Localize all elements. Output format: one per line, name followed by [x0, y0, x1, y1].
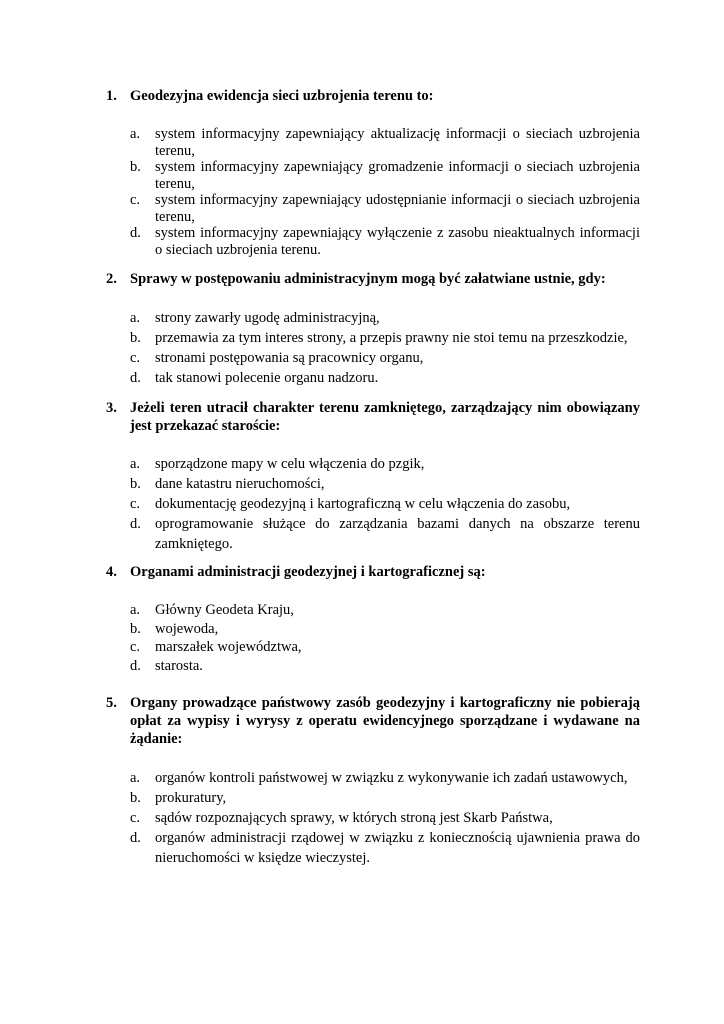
- answer-letter: c.: [130, 639, 141, 655]
- answer-c: [130, 192, 640, 225]
- answer-letter: a.: [130, 310, 141, 326]
- question-number: 5.: [106, 695, 117, 711]
- answer-letter: c.: [130, 350, 141, 366]
- answer-letter: d.: [130, 370, 141, 386]
- answer-b: [130, 159, 640, 192]
- answer-letter: c.: [130, 810, 141, 826]
- question-text: Geodezyjna ewidencja sieci uzbrojenia terenu to:: [130, 88, 434, 104]
- answer-text: strony zawarły ugodę administracyjną,: [155, 310, 380, 326]
- answer-text: przemawia za tym interes strony, a przepis prawny nie stoi temu na przeszkodzie,: [155, 330, 628, 346]
- answer-d: [130, 828, 640, 868]
- answer-c: [130, 638, 640, 657]
- answer-d: [130, 657, 640, 676]
- answer-letter: c.: [130, 192, 141, 208]
- answer-text: organów administracji rządowej w związku z koniecznością ujawnienia prawa do nieruchomości w księdze wieczystej.: [155, 830, 640, 866]
- answer-a: [130, 308, 640, 328]
- question-heading: [106, 399, 640, 435]
- question-number: 2.: [106, 271, 117, 287]
- answer-a: [130, 126, 640, 159]
- answer-text: system informacyjny zapewniający udostępnianie informacji o sieciach uzbrojenia terenu,: [155, 192, 640, 225]
- question-heading: [106, 270, 640, 288]
- answer-letter: b.: [130, 330, 141, 346]
- answer-text: system informacyjny zapewniający gromadzenie informacji o sieciach uzbrojenia terenu,: [155, 159, 640, 192]
- answer-a: [130, 454, 640, 474]
- answer-list: [130, 308, 640, 388]
- question-heading: [106, 563, 640, 581]
- answer-c: [130, 494, 640, 514]
- answer-letter: b.: [130, 620, 141, 637]
- answer-d: [130, 225, 640, 258]
- answer-letter: d.: [130, 830, 141, 846]
- answer-text: prokuratury,: [155, 790, 227, 806]
- answer-d: [130, 368, 640, 388]
- answer-letter: b.: [130, 790, 141, 806]
- question-number: 4.: [106, 564, 117, 580]
- answer-text: stronami postępowania są pracownicy organu,: [155, 350, 424, 366]
- answer-text: starosta.: [155, 657, 203, 674]
- question-text: Organami administracji geodezyjnej i kartograficznej są:: [130, 564, 486, 580]
- answer-text: system informacyjny zapewniający wyłączenie z zasobu nieaktualnych informacji o sieciach uzbrojenia terenu.: [155, 225, 640, 258]
- question-5: [106, 694, 640, 868]
- answer-text: organów kontroli państwowej w związku z wykonywanie ich zadań ustawowych,: [155, 770, 628, 786]
- answer-b: [130, 328, 640, 348]
- answer-c: [130, 348, 640, 368]
- answer-list: [130, 601, 640, 675]
- answer-text: sądów rozpoznających sprawy, w których stroną jest Skarb Państwa,: [155, 810, 553, 826]
- answer-text: Główny Geodeta Kraju,: [155, 602, 294, 618]
- answer-letter: b.: [130, 159, 141, 175]
- answer-list: [130, 768, 640, 868]
- answer-letter: a.: [130, 602, 141, 618]
- answer-letter: a.: [130, 456, 141, 472]
- answer-a: [130, 768, 640, 788]
- question-4: [106, 563, 640, 675]
- answer-list: [130, 454, 640, 554]
- answer-text: wojewoda,: [155, 620, 219, 637]
- answer-b: [130, 788, 640, 808]
- question-1: [106, 87, 640, 258]
- question-3: [106, 399, 640, 554]
- answer-c: [130, 808, 640, 828]
- answer-text: marszałek województwa,: [155, 639, 302, 655]
- answer-letter: d.: [130, 657, 141, 674]
- answer-letter: b.: [130, 476, 141, 492]
- answer-text: dokumentację geodezyjną i kartograficzną w celu włączenia do zasobu,: [155, 496, 571, 512]
- question-text: Sprawy w postępowaniu administracyjnym mogą być załatwiane ustnie, gdy:: [130, 271, 606, 287]
- answer-text: dane katastru nieruchomości,: [155, 476, 325, 492]
- answer-b: [130, 474, 640, 494]
- answer-b: [130, 620, 640, 639]
- answer-text: tak stanowi polecenie organu nadzoru.: [155, 370, 379, 386]
- answer-letter: d.: [130, 516, 141, 532]
- question-text: Jeżeli teren utracił charakter terenu zamkniętego, zarządzający nim obowiązany jest przekazać staroście:: [130, 400, 640, 434]
- question-heading: [106, 694, 640, 748]
- question-heading: [106, 87, 640, 105]
- answer-a: [130, 601, 640, 620]
- answer-text: system informacyjny zapewniający aktualizację informacji o sieciach uzbrojenia terenu,: [155, 126, 640, 159]
- question-number: 3.: [106, 400, 117, 416]
- answer-letter: a.: [130, 770, 141, 786]
- answer-text: sporządzone mapy w celu włączenia do pzgik,: [155, 456, 425, 472]
- question-text: Organy prowadzące państwowy zasób geodezyjny i kartograficzny nie pobierają opłat za wypisy i wyrysy z operatu ewidencyjnego sporządzane i wydawane na żądanie:: [130, 695, 640, 747]
- answer-list: [130, 126, 640, 258]
- question-2: [106, 270, 640, 388]
- question-number: 1.: [106, 88, 117, 104]
- answer-letter: c.: [130, 496, 141, 512]
- answer-letter: a.: [130, 126, 141, 142]
- answer-d: [130, 514, 640, 554]
- answer-text: oprogramowanie służące do zarządzania bazami danych na obszarze terenu zamkniętego.: [155, 516, 640, 552]
- answer-letter: d.: [130, 225, 141, 241]
